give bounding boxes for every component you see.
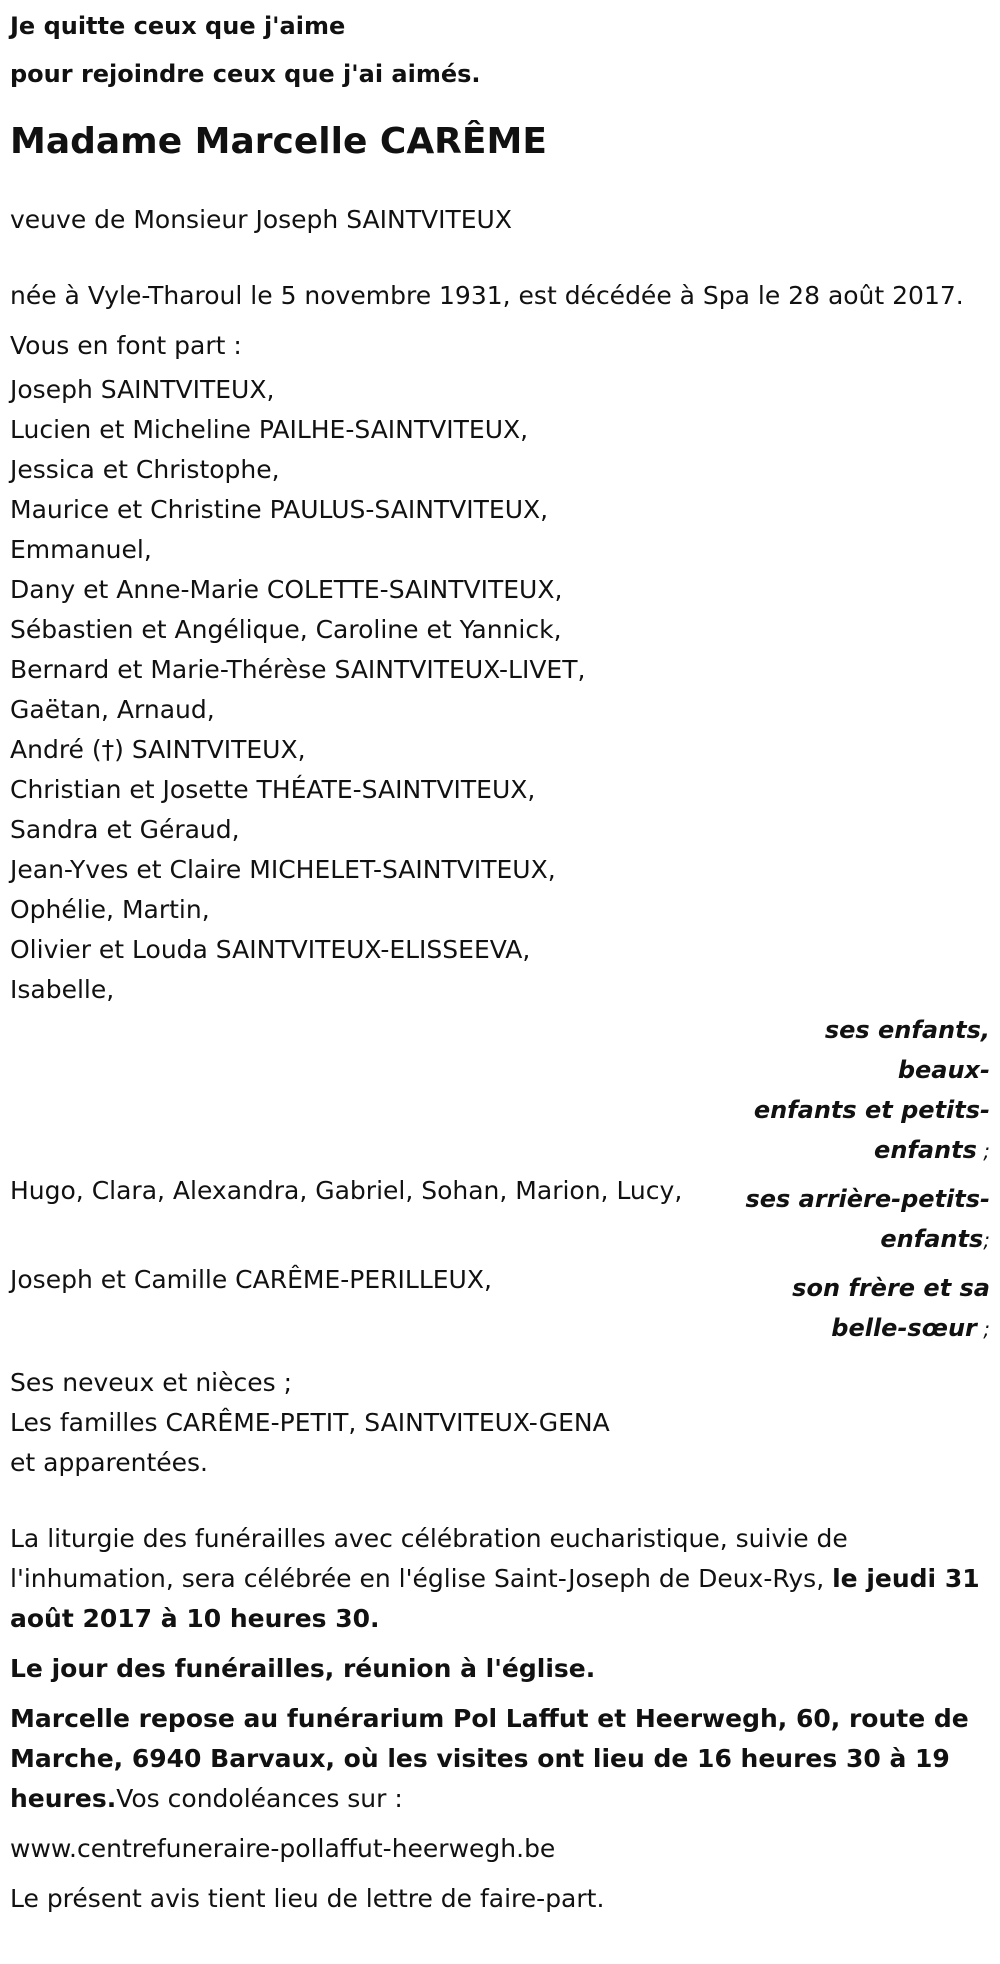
epigraph — [10, 0, 1000, 98]
list-item: Sébastien et Angélique, Caroline et Yannick, — [10, 615, 562, 644]
list-item: Jessica et Christophe, — [10, 455, 280, 484]
liturgy-text: La liturgie des funérailles avec célébration eucharistique, suivie de l'inhumation, sera célébrée en l'église Saint-Joseph de Deux-Rys, — [10, 1524, 848, 1593]
list-item: Christian et Josette THÉATE-SAINTVITEUX, — [10, 775, 536, 804]
meeting-info: Le jour des funérailles, réunion à l'église. — [10, 1654, 596, 1683]
relation-suffix: ; — [976, 1139, 990, 1163]
announcement-intro: Vous en font part : — [10, 331, 242, 360]
brother: Joseph et Camille CARÊME-PERILLEUX, — [10, 1265, 492, 1294]
other-relatives — [10, 1363, 1000, 1483]
list-item: Ophélie, Martin, — [10, 895, 210, 924]
list-item: Dany et Anne-Marie COLETTE-SAINTVITEUX, — [10, 575, 563, 604]
list-item: Jean-Yves et Claire MICHELET-SAINTVITEUX, — [10, 855, 556, 884]
list-item: Maurice et Christine PAULUS-SAINTVITEUX, — [10, 495, 549, 524]
epigraph-line-1: Je quitte ceux que j'aime — [10, 12, 346, 40]
list-item: Emmanuel, — [10, 535, 152, 564]
website-link[interactable]: www.centrefuneraire-pollaffut-heerwegh.be — [10, 1834, 556, 1863]
relation-line: son frère et sa — [792, 1274, 990, 1302]
list-item: Les familles CARÊME-PETIT, SAINTVITEUX-GENA — [10, 1408, 610, 1437]
relation-suffix: ; — [983, 1228, 990, 1252]
relation-word: enfants — [874, 1136, 977, 1164]
closing-note: Le présent avis tient lieu de lettre de faire-part. — [10, 1884, 605, 1913]
list-item: Lucien et Micheline PAILHE-SAINTVITEUX, — [10, 415, 529, 444]
list-item: Joseph SAINTVITEUX, — [10, 375, 275, 404]
rest-paragraph — [10, 1699, 1000, 1819]
list-item: Ses neveux et nièces ; — [10, 1368, 293, 1397]
list-item: Gaëtan, Arnaud, — [10, 695, 215, 724]
relation-suffix: ; — [976, 1317, 990, 1341]
relation-line — [730, 1130, 990, 1171]
liturgy-date: le jeudi 31 août 2017 à 10 heures 30. — [10, 1564, 980, 1633]
birth-death: née à Vyle-Tharoul le 5 novembre 1931, est décédée à Spa le 28 août 2017. — [10, 281, 964, 310]
list-item: et apparentées. — [10, 1448, 208, 1477]
liturgy-paragraph — [10, 1519, 1000, 1639]
rest-place: Marcelle repose au funérarium Pol Laffut et Heerwegh, 60, route de Marche, 6940 Barvaux, où les visites ont lieu de 16 heures 30 à 19 heures. — [10, 1704, 969, 1813]
deceased-name: Madame Marcelle CARÊME — [10, 121, 547, 162]
relation-line: enfants et petits- — [753, 1096, 990, 1124]
relation-word: belle-sœur — [831, 1314, 977, 1342]
great-grandchildren: Hugo, Clara, Alexandra, Gabriel, Sohan, Marion, Lucy, — [10, 1176, 683, 1205]
list-item: Isabelle, — [10, 975, 115, 1004]
list-item: Sandra et Géraud, — [10, 815, 240, 844]
list-item: André (†) SAINTVITEUX, — [10, 735, 306, 764]
relation-line: ses arrière-petits- — [745, 1185, 990, 1213]
brother-relation — [730, 1268, 990, 1349]
list-item: Bernard et Marie-Thérèse SAINTVITEUX-LIVET, — [10, 655, 586, 684]
relation-line — [730, 1308, 990, 1349]
list-item: Olivier et Louda SAINTVITEUX-ELISSEEVA, — [10, 935, 531, 964]
condolences-label: Vos condoléances sur : — [116, 1784, 403, 1813]
relation-word: enfants — [880, 1225, 984, 1253]
children-relation — [730, 1010, 990, 1171]
epigraph-line-2: pour rejoindre ceux que j'ai aimés. — [10, 60, 481, 88]
widow-of: veuve de Monsieur Joseph SAINTVITEUX — [10, 205, 512, 234]
relation-line: ses enfants, beaux- — [824, 1016, 990, 1084]
children-list — [10, 370, 1000, 1010]
great-grandchildren-row — [10, 1171, 1000, 1260]
brother-row — [10, 1260, 1000, 1349]
relation-line — [730, 1219, 990, 1260]
great-grandchildren-relation — [730, 1179, 990, 1260]
